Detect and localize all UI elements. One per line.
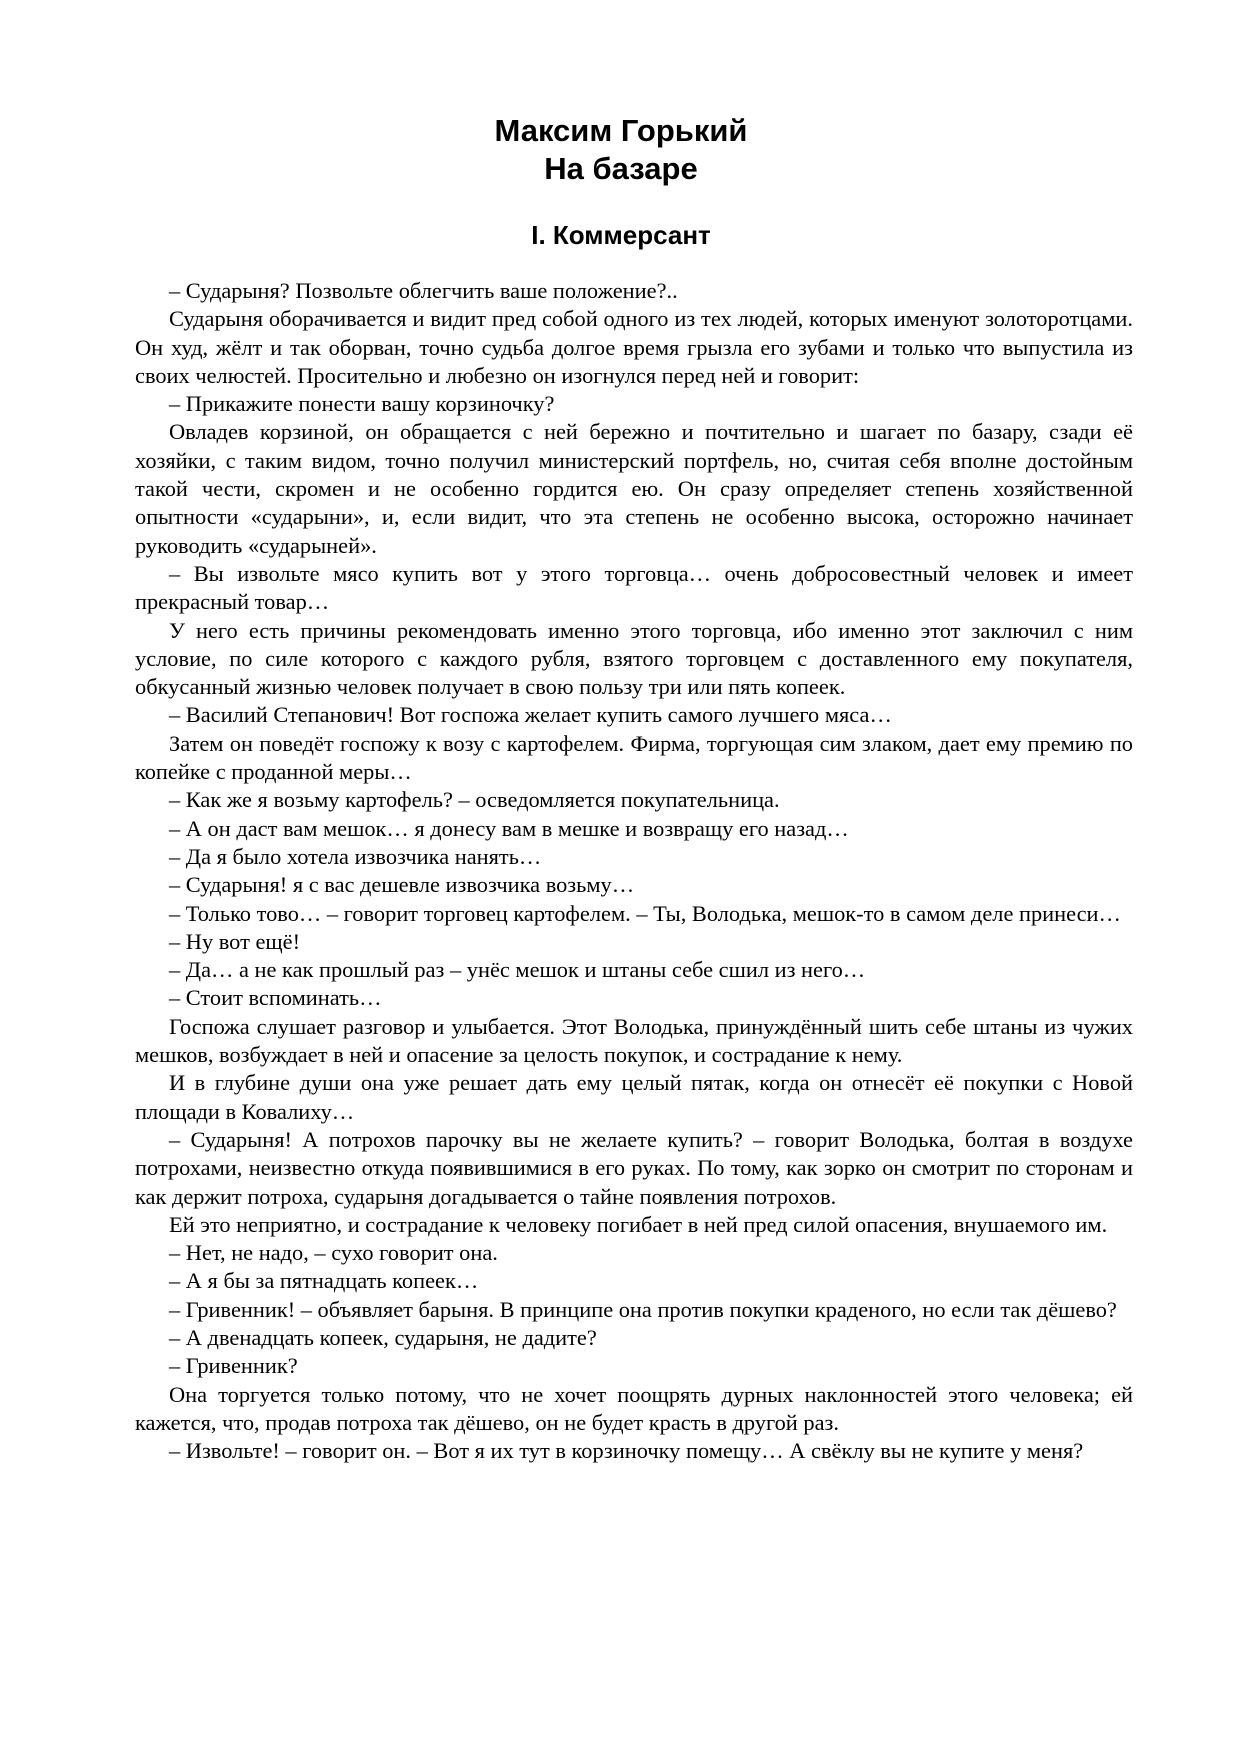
paragraph: И в глубине души она уже решает дать ему целый пятак, когда он отнесёт её покупки с Новой площади в Ковалиху… xyxy=(135,1070,1133,1124)
paragraph: Госпожа слушает разговор и улыбается. Этот Володька, принуждённый шить себе штаны из чужих мешков, возбуждает в ней и опасение за целость покупок, и сострадание к нему. xyxy=(135,1013,1133,1068)
chapter-heading: I. Коммерсант xyxy=(531,220,711,250)
paragraph: Ей это неприятно, и сострадание к человеку погибает в ней пред силой опасения, внушаемого им. xyxy=(169,1211,1108,1237)
paragraph: – А я бы за пятнадцать копеек… xyxy=(169,1268,479,1294)
paragraph: – Ну вот ещё! xyxy=(169,928,301,954)
paragraph: – Василий Степанович! Вот госпожа желает купить самого лучшего мяса… xyxy=(169,702,892,728)
story-body xyxy=(135,277,1133,1465)
paragraph: – Нет, не надо, – сухо говорит она. xyxy=(169,1240,498,1266)
paragraph: – Прикажите понести вашу корзиночку? xyxy=(169,391,555,417)
author-name: Максим Горький xyxy=(494,113,748,148)
paragraph: У него есть причины рекомендовать именно этого торговца, ибо именно этот заключил с ним условие, по силе которого с каждого рубля, взятого торговцем с доставленного ему покупателя, обкусанный жизнью человек получает в свою пользу три или пять копеек. xyxy=(135,617,1133,700)
paragraph: – Сударыня! я с вас дешевле извозчика возьму… xyxy=(169,872,635,898)
paragraph: Затем он поведёт госпожу к возу с картофелем. Фирма, торгующая сим злаком, дает ему премию по копейке с проданной меры… xyxy=(135,730,1133,785)
paragraph: – Только тово… – говорит торговец картофелем. – Ты, Володька, мешок-то в самом деле принеси… xyxy=(169,900,1121,926)
paragraph: Овладев корзиной, он обращается с ней бережно и почтительно и шагает по базару, сзади её хозяйки, с таким видом, точно получил министерский портфель, но, считая себя вполне достойным такой чести, скромен и не особенно гордится ею. Он сразу определяет степень хозяйственной опытности «сударыни», и, если видит, что эта степень не особенно высока, осторожно начинает руководить «сударыней». xyxy=(135,419,1133,558)
paragraph: – Да я было хотела извозчика нанять… xyxy=(169,843,542,869)
document-header xyxy=(0,112,1242,188)
paragraph: – Как же я возьму картофель? – осведомляется покупательница. xyxy=(169,787,780,813)
paragraph: – Гривенник? xyxy=(169,1353,298,1379)
paragraph: Она торгуется только потому, что не хочет поощрять дурных наклонностей этого человека; ей кажется, что, продав потроха так дёшево, он не будет красть в другой раз. xyxy=(135,1381,1133,1435)
paragraph: Сударыня оборачивается и видит пред собой одного из тех людей, которых именуют золоторотцами. Он худ, жёлт и так оборван, точно судьба долгое время грызла его зубами и только что выпустила из своих челюстей. Просительно и любезно он изогнулся перед ней и говорит: xyxy=(135,306,1133,388)
paragraph: – Да… а не как прошлый раз – унёс мешок и штаны себе сшил из него… xyxy=(169,957,866,983)
paragraph: – Извольте! – говорит он. – Вот я их тут в корзиночку помещу… А свёклу вы не купите у меня? xyxy=(169,1438,1084,1464)
paragraph: – Вы извольте мясо купить вот у этого торговца… очень добросовестный человек и имеет прекрасный товар… xyxy=(135,560,1133,615)
paragraph: – Стоит вспоминать… xyxy=(169,985,382,1011)
paragraph: – А двенадцать копеек, сударыня, не дадите? xyxy=(169,1324,597,1350)
paragraph: – Гривенник! – объявляет барыня. В принципе она против покупки краденого, но если так дёшево? xyxy=(169,1296,1117,1322)
paragraph: – Сударыня? Позвольте облегчить ваше положение?.. xyxy=(169,278,678,303)
paragraph: – Сударыня! А потрохов парочку вы не желаете купить? – говорит Володька, болтая в воздухе потрохами, неизвестно откуда появившимися в его руках. По тому, как зорко он смотрит по сторонам и как держит потроха, сударыня догадывается о тайне появления потрохов. xyxy=(135,1126,1133,1209)
paragraph: – А он даст вам мешок… я донесу вам в мешке и возвращу его назад… xyxy=(169,815,849,841)
story-title: На базаре xyxy=(544,151,698,186)
